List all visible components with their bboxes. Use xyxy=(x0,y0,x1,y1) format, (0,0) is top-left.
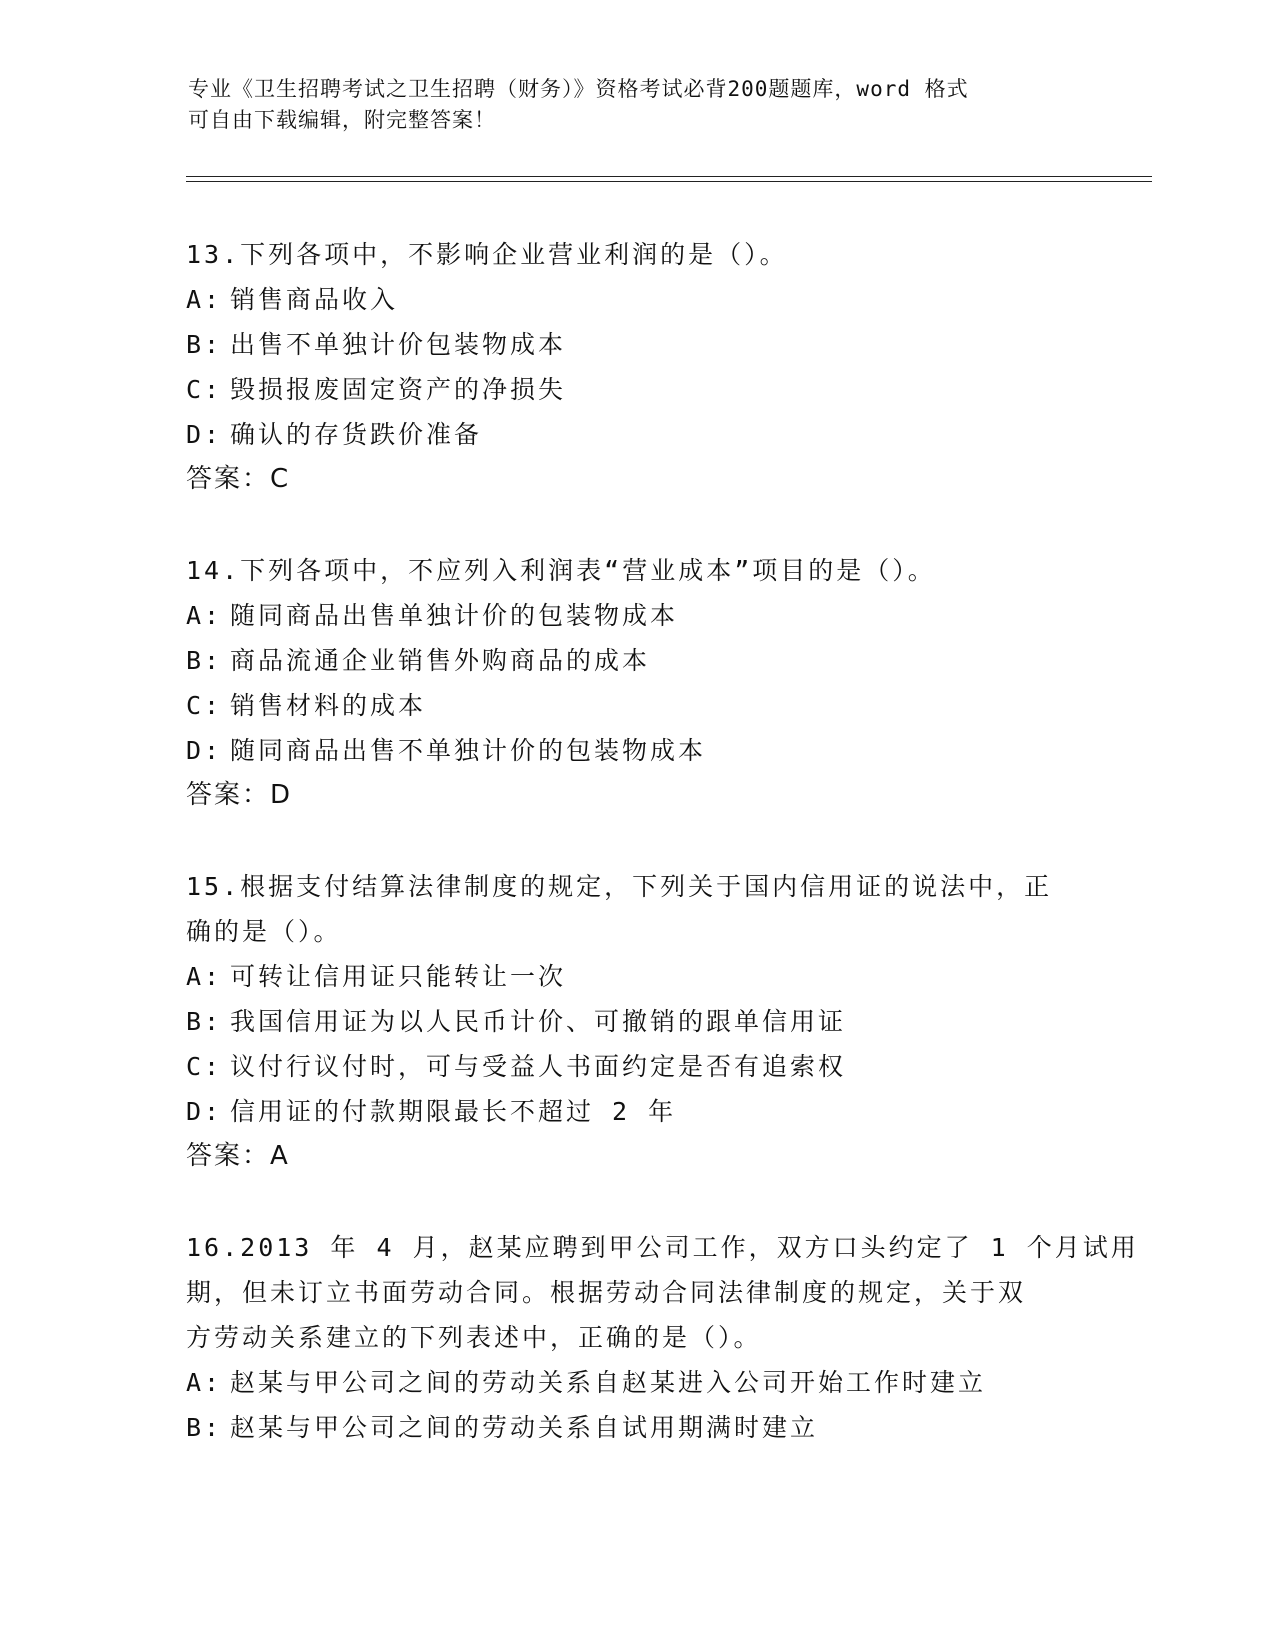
option-letter: A: xyxy=(186,601,223,630)
option-letter: C: xyxy=(186,375,223,404)
option-letter: A: xyxy=(186,1368,223,1397)
option-a xyxy=(186,954,1086,999)
option-text: 我国信用证为以人民币计价、可撤销的跟单信用证 xyxy=(230,1007,847,1036)
option-letter: B: xyxy=(186,330,223,359)
question-15 xyxy=(186,864,1086,1179)
option-letter: B: xyxy=(186,646,223,675)
option-c xyxy=(186,367,1086,412)
header-divider-bottom xyxy=(186,181,1152,182)
option-c xyxy=(186,683,1086,728)
option-c xyxy=(186,1044,1086,1089)
option-a xyxy=(186,593,1086,638)
option-text: 随同商品出售不单独计价的包装物成本 xyxy=(230,736,707,765)
option-text: 毁损报废固定资产的净损失 xyxy=(230,375,567,404)
option-a xyxy=(186,277,1086,322)
option-text: 商品流通企业销售外购商品的成本 xyxy=(230,646,651,675)
question-stem xyxy=(186,864,1086,954)
option-letter: B: xyxy=(186,1007,223,1036)
question-stem xyxy=(186,1225,1139,1360)
option-d xyxy=(186,1089,1086,1134)
option-b xyxy=(186,322,1086,367)
option-letter: D: xyxy=(186,420,223,449)
question-stem xyxy=(186,548,1086,593)
answer-line: 答案：D xyxy=(186,780,293,810)
question-stem-line: 15.根据支付结算法律制度的规定，下列关于国内信用证的说法中，正 xyxy=(186,872,1053,901)
option-letter: C: xyxy=(186,1052,223,1081)
header-divider-top xyxy=(186,176,1152,177)
question-16 xyxy=(186,1225,1139,1450)
option-b xyxy=(186,999,1086,1044)
option-text: 销售商品收入 xyxy=(230,285,399,314)
question-stem-line: 14.下列各项中，不应列入利润表“营业成本”项目的是（）。 xyxy=(186,556,936,585)
answer-line: 答案：A xyxy=(186,1141,290,1171)
option-b xyxy=(186,638,1086,683)
question-stem-line: 13.下列各项中，不影响企业营业利润的是（）。 xyxy=(186,240,788,269)
option-text: 可转让信用证只能转让一次 xyxy=(230,962,567,991)
option-d xyxy=(186,728,1086,773)
option-text: 确认的存货跌价准备 xyxy=(230,420,483,449)
option-letter: B: xyxy=(186,1413,223,1442)
header-line-1: 专业《卫生招聘考试之卫生招聘（财务）》资格考试必背200题题库，word 格式 xyxy=(188,77,969,101)
question-stem-line: 期，但未订立书面劳动合同。根据劳动合同法律制度的规定，关于双 xyxy=(186,1278,1027,1307)
option-text: 出售不单独计价包装物成本 xyxy=(230,330,567,359)
question-13 xyxy=(186,232,1086,502)
option-text: 议付行议付时，可与受益人书面约定是否有追索权 xyxy=(230,1052,847,1081)
question-stem xyxy=(186,232,1086,277)
option-letter: C: xyxy=(186,691,223,720)
document-header xyxy=(188,74,1088,136)
answer-line: 答案：C xyxy=(186,464,291,494)
option-a xyxy=(186,1360,1086,1405)
question-stem-line: 方劳动关系建立的下列表述中，正确的是（）。 xyxy=(186,1323,762,1352)
header-line-2: 可自由下载编辑，附完整答案！ xyxy=(188,108,496,132)
option-letter: D: xyxy=(186,736,223,765)
option-text: 赵某与甲公司之间的劳动关系自赵某进入公司开始工作时建立 xyxy=(230,1368,987,1397)
question-14 xyxy=(186,548,1086,818)
option-text: 随同商品出售单独计价的包装物成本 xyxy=(230,601,679,630)
option-letter: A: xyxy=(186,285,223,314)
question-stem-line: 16.2013 年 4 月，赵某应聘到甲公司工作，双方口头约定了 1 个月试用 xyxy=(186,1233,1139,1262)
option-letter: A: xyxy=(186,962,223,991)
option-d xyxy=(186,412,1086,457)
option-b xyxy=(186,1405,1086,1450)
option-letter: D: xyxy=(186,1097,223,1126)
option-text: 赵某与甲公司之间的劳动关系自试用期满时建立 xyxy=(230,1413,819,1442)
option-text: 信用证的付款期限最长不超过 2 年 xyxy=(230,1097,677,1126)
question-stem-line: 确的是（）。 xyxy=(186,917,342,946)
question-list xyxy=(186,232,1139,1496)
option-text: 销售材料的成本 xyxy=(230,691,427,720)
